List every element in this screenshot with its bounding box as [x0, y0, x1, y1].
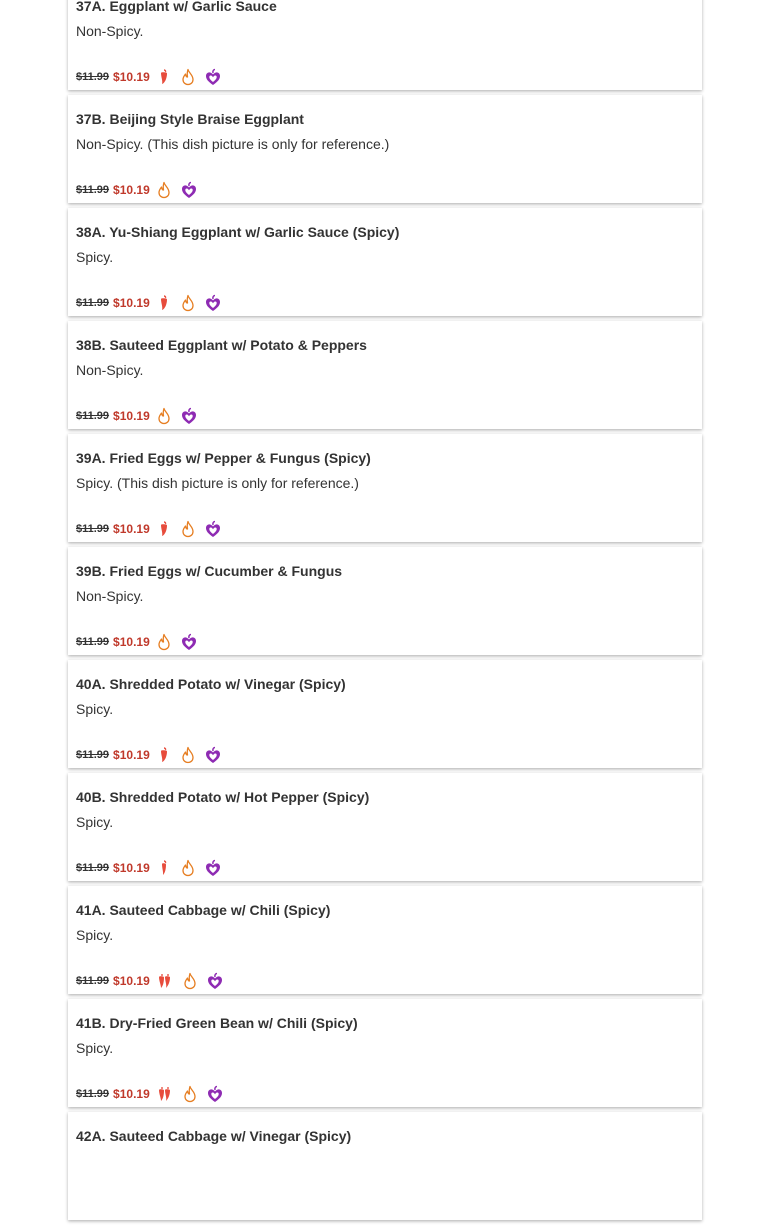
- menu-item-price-row: [76, 1083, 232, 1105]
- menu-item-card-9[interactable]: [68, 886, 702, 994]
- menu-item-card-5[interactable]: [68, 434, 702, 542]
- menu-item-price-row: [76, 405, 206, 427]
- menu-item-card-4[interactable]: [68, 321, 702, 429]
- discount-price: $10.19: [113, 748, 150, 762]
- menu-item-price-row: [76, 1196, 86, 1218]
- menu-item-description: Spicy.: [76, 814, 114, 830]
- original-price: $11.99: [76, 184, 110, 196]
- healthy-heart-icon: [204, 294, 222, 312]
- pepper-icon: [156, 294, 172, 312]
- menu-item-title: 38B. Sauteed Eggplant w/ Potato & Peppers: [76, 337, 367, 353]
- menu-item-description: Spicy.: [76, 701, 114, 717]
- menu-item-title: 41A. Sauteed Cabbage w/ Chili (Spicy): [76, 902, 331, 918]
- healthy-heart-icon: [206, 972, 224, 990]
- original-price: $11.99: [76, 862, 110, 874]
- flame-icon: [180, 68, 196, 86]
- flame-icon: [182, 972, 198, 990]
- menu-item-title: 40A. Shredded Potato w/ Vinegar (Spicy): [76, 676, 346, 692]
- discount-price: $10.19: [113, 522, 150, 536]
- healthy-heart-icon: [204, 68, 222, 86]
- flame-icon: [156, 407, 172, 425]
- menu-item-card-3[interactable]: [68, 208, 702, 316]
- menu-item-description: Non-Spicy.: [76, 588, 144, 604]
- original-price: $11.99: [76, 975, 110, 987]
- menu-item-card-11[interactable]: [68, 1112, 702, 1220]
- menu-item-price-row: [76, 857, 230, 879]
- menu-item-title: 40B. Shredded Potato w/ Hot Pepper (Spicy): [76, 789, 370, 805]
- menu-item-title: 37A. Eggplant w/ Garlic Sauce: [76, 0, 277, 14]
- healthy-heart-icon: [180, 633, 198, 651]
- menu-item-price-row: [76, 744, 230, 766]
- flame-icon: [180, 746, 196, 764]
- original-price: $11.99: [76, 636, 110, 648]
- healthy-heart-icon: [204, 746, 222, 764]
- discount-price: $10.19: [113, 70, 150, 84]
- menu-item-list: [68, 0, 702, 1225]
- flame-icon: [180, 859, 196, 877]
- flame-icon: [180, 520, 196, 538]
- original-price: $11.99: [76, 1088, 110, 1100]
- discount-price: $10.19: [113, 1087, 150, 1101]
- menu-item-description: Spicy.: [76, 1040, 114, 1056]
- discount-price: $10.19: [113, 861, 150, 875]
- menu-item-title: 38A. Yu-Shiang Eggplant w/ Garlic Sauce (Spicy): [76, 224, 400, 240]
- menu-item-price-row: [76, 66, 230, 88]
- menu-item-card-6[interactable]: [68, 547, 702, 655]
- pepper-icon: [156, 746, 172, 764]
- discount-price: $10.19: [113, 296, 150, 310]
- original-price: $11.99: [76, 410, 110, 422]
- healthy-heart-icon: [204, 859, 222, 877]
- discount-price: $10.19: [113, 409, 150, 423]
- flame-icon: [182, 1085, 198, 1103]
- menu-item-title: 41B. Dry-Fried Green Bean w/ Chili (Spicy): [76, 1015, 358, 1031]
- flame-icon: [156, 633, 172, 651]
- original-price: $11.99: [76, 749, 110, 761]
- original-price: $11.99: [76, 71, 110, 83]
- menu-item-title: 39A. Fried Eggs w/ Pepper & Fungus (Spicy): [76, 450, 371, 466]
- menu-item-card-2[interactable]: [68, 95, 702, 203]
- menu-item-description: Spicy.: [76, 927, 114, 943]
- healthy-heart-icon: [180, 181, 198, 199]
- menu-item-card-7[interactable]: [68, 660, 702, 768]
- menu-item-description: Spicy.: [76, 249, 114, 265]
- menu-item-description: Non-Spicy.: [76, 362, 144, 378]
- menu-item-card-10[interactable]: [68, 999, 702, 1107]
- healthy-heart-icon: [180, 407, 198, 425]
- menu-item-title: 42A. Sauteed Cabbage w/ Vinegar (Spicy): [76, 1128, 352, 1144]
- healthy-heart-icon: [206, 1085, 224, 1103]
- menu-item-title: 39B. Fried Eggs w/ Cucumber & Fungus: [76, 563, 343, 579]
- double-pepper-icon: [156, 972, 174, 990]
- pepper-icon: [156, 520, 172, 538]
- menu-item-card-1[interactable]: [68, 0, 702, 90]
- menu-item-price-row: [76, 179, 206, 201]
- menu-item-price-row: [76, 292, 230, 314]
- flame-icon: [156, 181, 172, 199]
- original-price: $11.99: [76, 297, 110, 309]
- discount-price: $10.19: [113, 974, 150, 988]
- menu-item-description: Non-Spicy.: [76, 23, 144, 39]
- single-pepper-icon: [156, 859, 172, 877]
- discount-price: $10.19: [113, 635, 150, 649]
- menu-item-price-row: [76, 970, 232, 992]
- menu-item-description: Spicy. (This dish picture is only for reference.): [76, 475, 359, 491]
- pepper-icon: [156, 68, 172, 86]
- original-price: $11.99: [76, 523, 110, 535]
- menu-item-description: Non-Spicy. (This dish picture is only for reference.): [76, 136, 390, 152]
- menu-item-price-row: [76, 518, 230, 540]
- healthy-heart-icon: [204, 520, 222, 538]
- flame-icon: [180, 294, 196, 312]
- discount-price: $10.19: [113, 183, 150, 197]
- menu-item-price-row: [76, 631, 206, 653]
- menu-item-title: 37B. Beijing Style Braise Eggplant: [76, 111, 304, 127]
- menu-item-card-8[interactable]: [68, 773, 702, 881]
- double-pepper-icon: [156, 1085, 174, 1103]
